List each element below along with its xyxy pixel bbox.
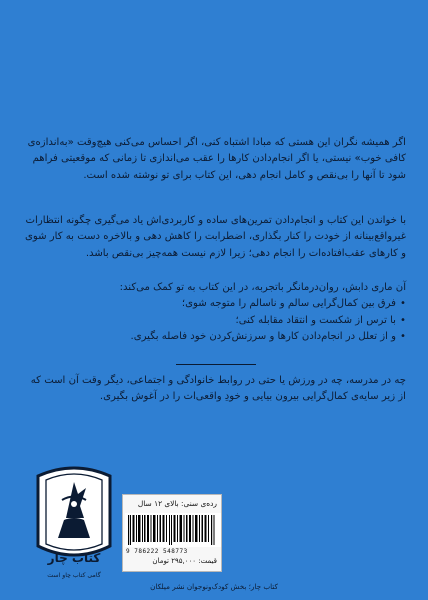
logo-text: کتاب چار	[47, 551, 101, 565]
publisher-logo	[32, 460, 116, 579]
publisher-logo-graphic	[32, 460, 116, 570]
list-item: • فرق بین کمال‌گرایی سالم و ناسالم را متوجه شوی؛	[24, 296, 406, 312]
list-item: • با ترس از شکست و انتقاد مقابله کنی؛	[24, 313, 406, 329]
publisher-line: کتاب چار؛ بخش کودک‌ونوجوان نشر میلکان	[150, 582, 278, 591]
isbn-digits: 9 786222 548773	[126, 548, 188, 555]
logo-subtext: گامی کتاب چاو است	[47, 572, 101, 579]
barcode	[125, 513, 219, 547]
blurb-paragraph-4: چه در مدرسه، چه در ورزش یا حتی در روابط خانوادگی و اجتماعی، دیگر وقت آن است که از زیر سایه‌ی کمال‌گرایی بیرون بیایی و خودِ واقعی‌ات را در آغوش بگیری.	[30, 375, 406, 403]
benefits-list	[24, 296, 406, 345]
blurb-list-section	[24, 280, 406, 345]
price-label: قیمت: ۲۹۵,۰۰۰ تومان	[152, 557, 217, 565]
info-box	[122, 494, 222, 572]
barcode-graphic	[125, 513, 221, 547]
list-item: • و از تعلل در انجام‌دادن کارها و سرزنش‌کردن خود فاصله بگیری.	[24, 329, 406, 345]
blurb-paragraph-1: اگر همیشه نگران این هستی که مبادا اشتباه کنی، اگر احساس می‌کنی هیچ‌وقت «به‌اندازه‌ی کافی خوب» نیستی، یا اگر انجام‌دادن کارها را عقب می‌اندازی تا زمانی که موقعیتی فراهم شود تا آنها را بی‌نقص و کامل انجام دهی، این کتاب برای تو نوشته شده است.	[27, 137, 406, 181]
blurb-intro: آن ماری دابش، روان‌درمانگر باتجربه، در این کتاب به تو کمک می‌کند:	[119, 282, 406, 293]
section-divider	[176, 364, 256, 365]
blurb-paragraph-2: با خواندن این کتاب و انجام‌دادن تمرین‌های ساده و کاربردی‌اش یاد می‌گیری چگونه انتظارات غیرواقع‌بینانه از خودت را کنار بگذاری، اضطرابت را کاهش دهی و بالاخره دست به کار شوی و کارهای عقب‌افتاده‌ات را انجام دهی؛ زیرا لازم نیست همه‌چیز بی‌نقص باشد.	[25, 215, 406, 259]
age-band: رده‌ی سنی: بالای ۱۲ سال	[137, 499, 217, 508]
